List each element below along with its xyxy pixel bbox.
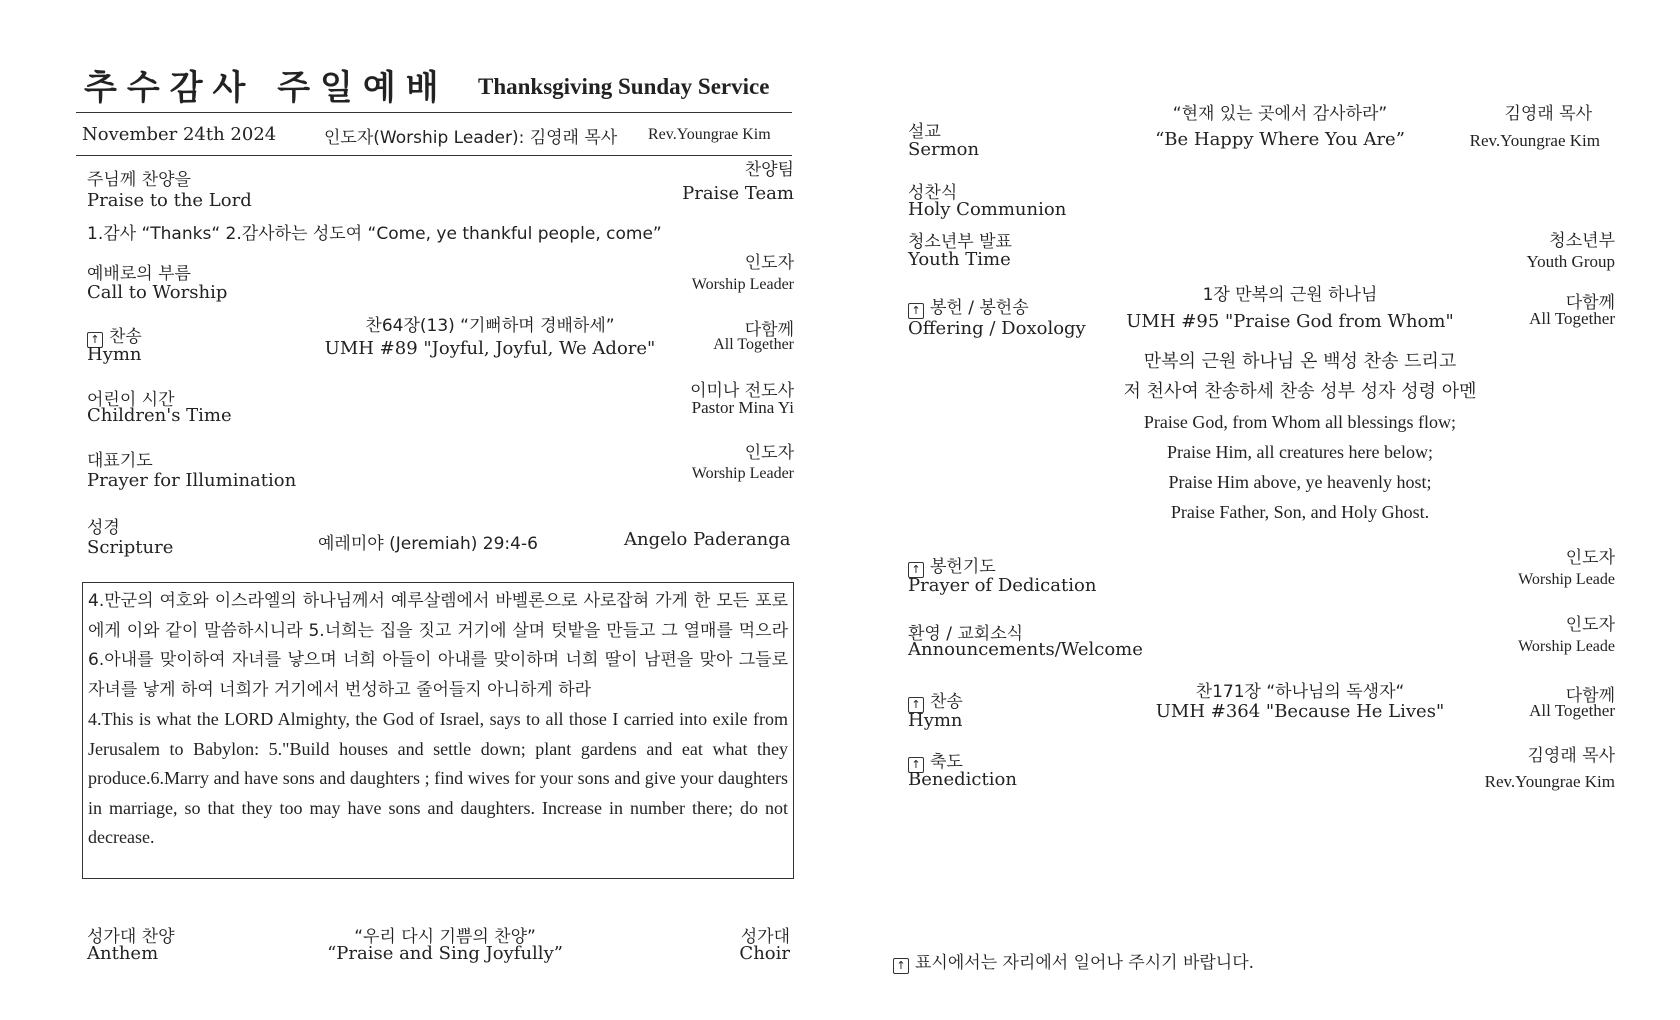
doxology-line-3: Praise God, from Whom all blessings flow;	[1143, 412, 1457, 432]
page-title-english: Thanksgiving Sunday Service	[478, 74, 770, 99]
anthem-by-ko: 성가대	[740, 927, 790, 947]
children-by-en: Pastor Mina Yi	[691, 398, 794, 417]
sermon-center-ko: “현재 있는 곳에서 감사하라”	[1172, 104, 1388, 124]
sermon-title-en: Sermon	[908, 139, 980, 160]
sermon-by-ko: 김영래 목사	[1504, 104, 1592, 124]
praise-title-en: Praise to the Lord	[87, 190, 252, 211]
announce-by-ko: 인도자	[1565, 615, 1615, 635]
offering-center-en: UMH #95 "Praise God from Whom"	[1126, 311, 1454, 332]
stand-up-arrow-icon: ↑	[893, 958, 909, 974]
service-date: November 24th 2024	[82, 124, 277, 145]
footnote-text: 표시에서는 자리에서 일어나 주시기 바랍니다.	[915, 953, 1255, 973]
youth-title-en: Youth Time	[908, 249, 1011, 270]
praise-songs: 1.감사 “Thanks“ 2.감사하는 성도여 “Come, ye thankful people, come”	[87, 224, 662, 244]
stand-up-arrow-icon: ↑	[908, 303, 924, 319]
scripture-title-ko: 성경	[87, 518, 120, 538]
offering-by-ko: 다함께	[1565, 293, 1615, 313]
stand-up-arrow-icon: ↑	[87, 332, 103, 348]
title-divider	[76, 112, 792, 113]
anthem-center-en: “Praise and Sing Joyfully”	[327, 943, 563, 964]
hymn2-title-en: Hymn	[908, 710, 963, 731]
call-title-en: Call to Worship	[87, 282, 228, 303]
call-by-en: Worship Leader	[691, 276, 794, 293]
sermon-title-ko: 설교	[908, 122, 941, 142]
stand-up-arrow-icon: ↑	[908, 697, 924, 713]
offering-center-ko: 1장 만복의 근원 하나님	[1202, 285, 1378, 305]
hymn2-label-ko: 찬송	[930, 692, 963, 712]
hymn-label-ko: 찬송	[109, 327, 142, 347]
scripture-text-en: 4.This is what the LORD Almighty, the God of Israel, says to all those I carried into exile from Jerusalem to Babylon: 5."Build houses and settle down; plant gardens and eat what they produce.6.Marry and have sons and daughters ; find wives for your sons and give your daughters in marriage, so that they too may have sons and daughters. Increase in number there; do not decrease.	[88, 709, 788, 847]
standing-footnote	[893, 948, 1254, 974]
praise-by-en: Praise Team	[682, 183, 794, 204]
scripture-reference: 예레미야 (Jeremiah) 29:4-6	[318, 534, 538, 554]
dedication-title-en: Prayer of Dedication	[908, 575, 1097, 596]
dedication-by-en: Worship Leade	[1518, 571, 1615, 588]
benediction-label-ko: 축도	[930, 752, 963, 772]
call-by-ko: 인도자	[744, 253, 794, 273]
doxology-line-2: 저 천사여 찬송하세 찬송 성부 성자 성령 아멘	[1123, 381, 1477, 402]
date-divider	[76, 155, 792, 156]
offering-title-en: Offering / Doxology	[908, 318, 1086, 339]
dedication-by-ko: 인도자	[1565, 548, 1615, 568]
hymn-center-ko: 찬64장(13) “기뻐하며 경배하세”	[365, 316, 615, 336]
offering-by-en: All Together	[1529, 309, 1615, 328]
hymn-by-en: All Together	[713, 336, 794, 353]
communion-title-ko: 성찬식	[908, 183, 958, 203]
praise-by-ko: 찬양팀	[744, 160, 794, 180]
doxology-lyrics	[1080, 347, 1520, 527]
hymn2-by-en: All Together	[1529, 701, 1615, 720]
scripture-title-en: Scripture	[87, 537, 174, 558]
offering-title-ko	[908, 298, 1029, 319]
anthem-title-ko: 성가대 찬양	[87, 927, 175, 947]
anthem-title-en: Anthem	[87, 943, 159, 964]
page-title-korean: 추수감사 주일예배	[84, 68, 449, 108]
hymn2-center-ko: 찬171장 “하나님의 독생자“	[1195, 682, 1405, 702]
worship-leader: 인도자(Worship Leader): 김영래 목사	[324, 128, 618, 148]
sermon-center-en: “Be Happy Where You Are”	[1155, 129, 1405, 150]
stand-up-arrow-icon: ↑	[908, 562, 924, 578]
youth-by-ko: 청소년부	[1549, 231, 1615, 251]
dedication-label-ko: 봉헌기도	[930, 557, 996, 577]
praise-title-ko: 주님께 찬양을	[87, 170, 191, 190]
doxology-line-5: Praise Him above, ye heavenly host;	[1168, 472, 1432, 492]
hymn-title-en: Hymn	[87, 344, 142, 365]
scripture-reader: Angelo Paderanga	[624, 529, 791, 550]
prayer-title-en: Prayer for Illumination	[87, 470, 297, 491]
anthem-by-en: Choir	[739, 943, 790, 964]
prayer-by-en: Worship Leader	[691, 465, 794, 482]
anthem-center-ko: “우리 다시 기쁨의 찬양”	[354, 927, 536, 947]
hymn2-center-en: UMH #364 "Because He Lives"	[1155, 701, 1445, 722]
scripture-text-ko: 4.만군의 여호와 이스라엘의 하나님께서 예루살렘에서 바벨론으로 사로잡혀 가게 한 모든 포로에게 이와 같이 말씀하시니라 5.너희는 집을 짓고 거기에 살며 텃밭을 만들고 그 열매를 먹으라 6.아내를 맞이하여 자녀를 낳으며 너희 아들이 아내를 맞이하며 너희 딸이 남편을 맞아 그들로 자녀를 낳게 하여 너희가 거기에서 번성하고 줄어들지 아니하게 하라	[88, 591, 788, 700]
announce-title-ko: 환영 / 교회소식	[908, 624, 1024, 644]
prayer-title-ko: 대표기도	[87, 451, 153, 471]
children-title-ko: 어린이 시간	[87, 390, 175, 410]
doxology-line-6: Praise Father, Son, and Holy Ghost.	[1170, 502, 1430, 522]
worship-leader-english: Rev.Youngrae Kim	[648, 126, 771, 143]
sermon-by-en: Rev.Youngrae Kim	[1469, 131, 1600, 150]
youth-title-ko: 청소년부 발표	[908, 232, 1012, 252]
children-by-ko: 이미나 전도사	[690, 381, 794, 401]
call-title-ko: 예배로의 부름	[87, 264, 191, 284]
benediction-title-en: Benediction	[908, 769, 1017, 790]
doxology-line-1: 만복의 근원 하나님 온 백성 찬송 드리고	[1143, 351, 1457, 372]
announce-by-en: Worship Leade	[1518, 638, 1615, 655]
benediction-by-en: Rev.Youngrae Kim	[1484, 772, 1615, 791]
communion-title-en: Holy Communion	[908, 199, 1067, 220]
benediction-by-ko: 김영래 목사	[1527, 746, 1615, 766]
hymn-center-en: UMH #89 "Joyful, Joyful, We Adore"	[324, 338, 656, 359]
children-title-en: Children's Time	[87, 405, 232, 426]
youth-by-en: Youth Group	[1526, 252, 1615, 271]
stand-up-arrow-icon: ↑	[908, 757, 924, 773]
hymn-by-ko: 다함께	[744, 320, 794, 340]
hymn2-by-ko: 다함께	[1565, 686, 1615, 706]
scripture-text-box	[82, 582, 794, 879]
offering-label-ko: 봉헌 / 봉헌송	[930, 298, 1029, 318]
announce-title-en: Announcements/Welcome	[908, 639, 1143, 660]
prayer-by-ko: 인도자	[744, 443, 794, 463]
doxology-line-4: Praise Him, all creatures here below;	[1167, 442, 1433, 462]
